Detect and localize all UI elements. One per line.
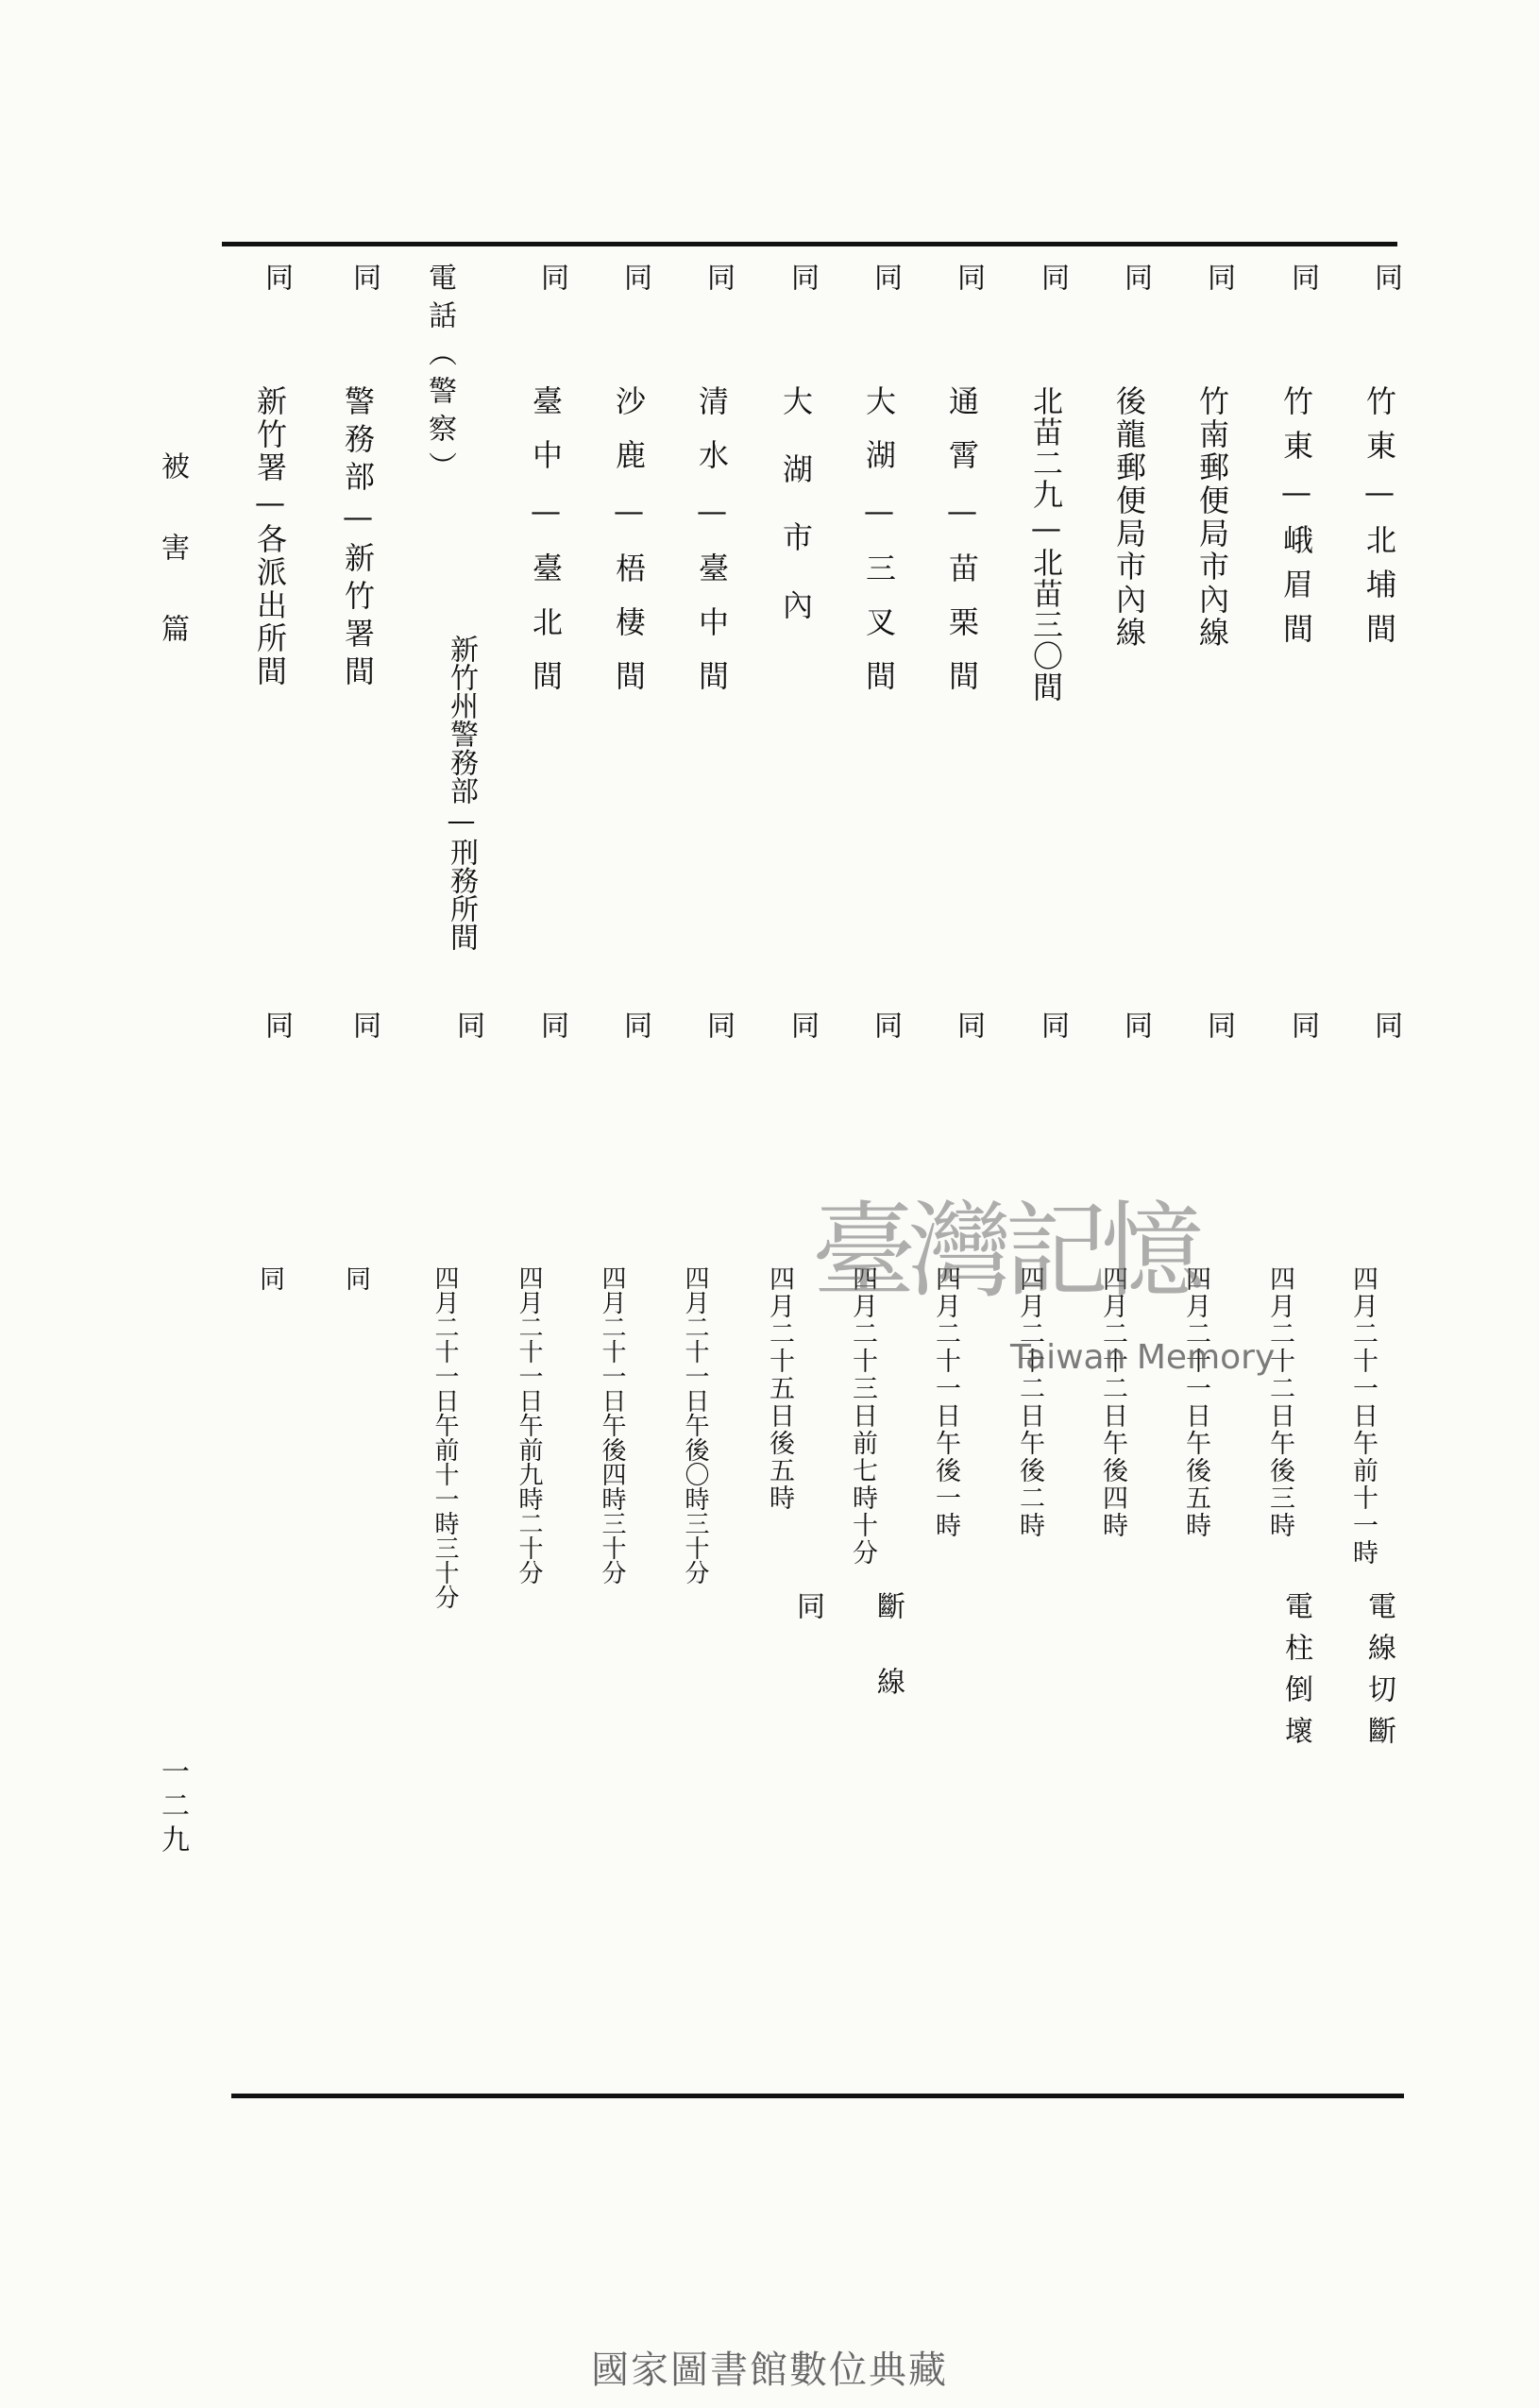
row-time: 四月二十二日午後四時 — [1098, 1265, 1127, 1539]
row-type: 同 — [702, 263, 735, 291]
row-status: 同 — [791, 1591, 824, 1633]
row-time: 四月二十一日午後五時 — [1181, 1265, 1210, 1539]
row-type: 同 — [786, 263, 819, 291]
row-section: 新竹署—各派出所間 — [252, 385, 288, 688]
row-type: 同 — [952, 263, 985, 291]
row-section: 竹南郵便局市內線 — [1194, 385, 1230, 650]
row-damage-type: 同 — [786, 1010, 819, 1039]
row-status: 電線切斷 — [1362, 1591, 1395, 1757]
row-type: 同 — [347, 263, 381, 291]
row-time: 四月二十二日午後二時 — [1015, 1265, 1044, 1539]
row-damage-type: 同 — [1369, 1010, 1402, 1039]
bottom-rule — [231, 2094, 1404, 2098]
row-section: 通霄—苗栗間 — [944, 385, 980, 714]
row-status: 電柱倒壞 — [1279, 1591, 1312, 1757]
row-damage-type: 同 — [535, 1010, 568, 1039]
row-time: 四月二十一日午後一時 — [931, 1265, 960, 1539]
row-damage-type: 同 — [1036, 1010, 1069, 1039]
row-damage-type: 同 — [451, 1010, 484, 1039]
row-time: 四月二十一日午前十一時三十分 — [431, 1265, 459, 1609]
row-damage-type: 同 — [952, 1010, 985, 1039]
row-type: 同 — [618, 263, 651, 291]
row-status: 斷線 — [871, 1591, 905, 1742]
row-time: 四月二十一日午前十一時 — [1348, 1265, 1378, 1567]
row-section: 大湖—三叉間 — [861, 385, 897, 714]
row-section: 後龍郵便局市內線 — [1111, 385, 1147, 650]
row-section: 清水—臺中間 — [694, 385, 730, 714]
row-time: 四月二十一日午後四時三十分 — [598, 1265, 626, 1585]
row-time: 四月二十五日後五時 — [765, 1265, 794, 1512]
row-damage-type: 同 — [1119, 1010, 1152, 1039]
row-section: 竹東—峨眉間 — [1278, 385, 1314, 657]
row-damage-type: 同 — [702, 1010, 735, 1039]
row-section: 北苗二九—北苗三〇間 — [1028, 385, 1064, 703]
archive-footer: 國家圖書館數位典藏 — [591, 2349, 948, 2392]
row-damage-type: 同 — [869, 1010, 902, 1039]
row-type: 同 — [1286, 263, 1319, 291]
row-type: 同 — [260, 263, 293, 291]
row-time: 四月二十二日午後三時 — [1265, 1265, 1294, 1539]
row-time: 四月二十三日前七時十分 — [848, 1265, 877, 1567]
row-type: 同 — [869, 263, 902, 291]
watermark-en: Taiwan Memory — [1010, 1338, 1276, 1377]
row-type: 電話（警察） — [423, 263, 456, 489]
watermark — [812, 1191, 1284, 1407]
row-section: 新竹州警務部—刑務所間 — [445, 635, 478, 951]
watermark-zh: 臺灣記憶 — [812, 1191, 1197, 1312]
row-type: 同 — [1369, 263, 1402, 291]
row-type: 同 — [1202, 263, 1235, 291]
row-section: 竹東—北埔間 — [1361, 385, 1397, 657]
row-damage-type: 同 — [347, 1010, 381, 1039]
row-section: 警務部—新竹署間 — [340, 385, 376, 693]
row-time: 同 — [255, 1265, 284, 1293]
row-time: 同 — [341, 1265, 370, 1293]
row-section: 臺中—臺北間 — [528, 385, 564, 714]
row-section: 大湖市內 — [778, 385, 814, 657]
top-rule — [222, 242, 1397, 246]
row-type: 同 — [1119, 263, 1152, 291]
row-damage-type: 同 — [260, 1010, 293, 1039]
page-title: 被害篇 — [156, 451, 189, 695]
row-time: 四月二十一日午前九時二十分 — [515, 1265, 543, 1585]
row-damage-type: 同 — [618, 1010, 651, 1039]
row-damage-type: 同 — [1286, 1010, 1319, 1039]
row-section: 沙鹿—梧棲間 — [611, 385, 647, 714]
row-type: 同 — [535, 263, 568, 291]
page-number: 一二九 — [156, 1756, 189, 1858]
row-type: 同 — [1036, 263, 1069, 291]
row-damage-type: 同 — [1202, 1010, 1235, 1039]
row-time: 四月二十一日午後〇時三十分 — [681, 1265, 709, 1585]
